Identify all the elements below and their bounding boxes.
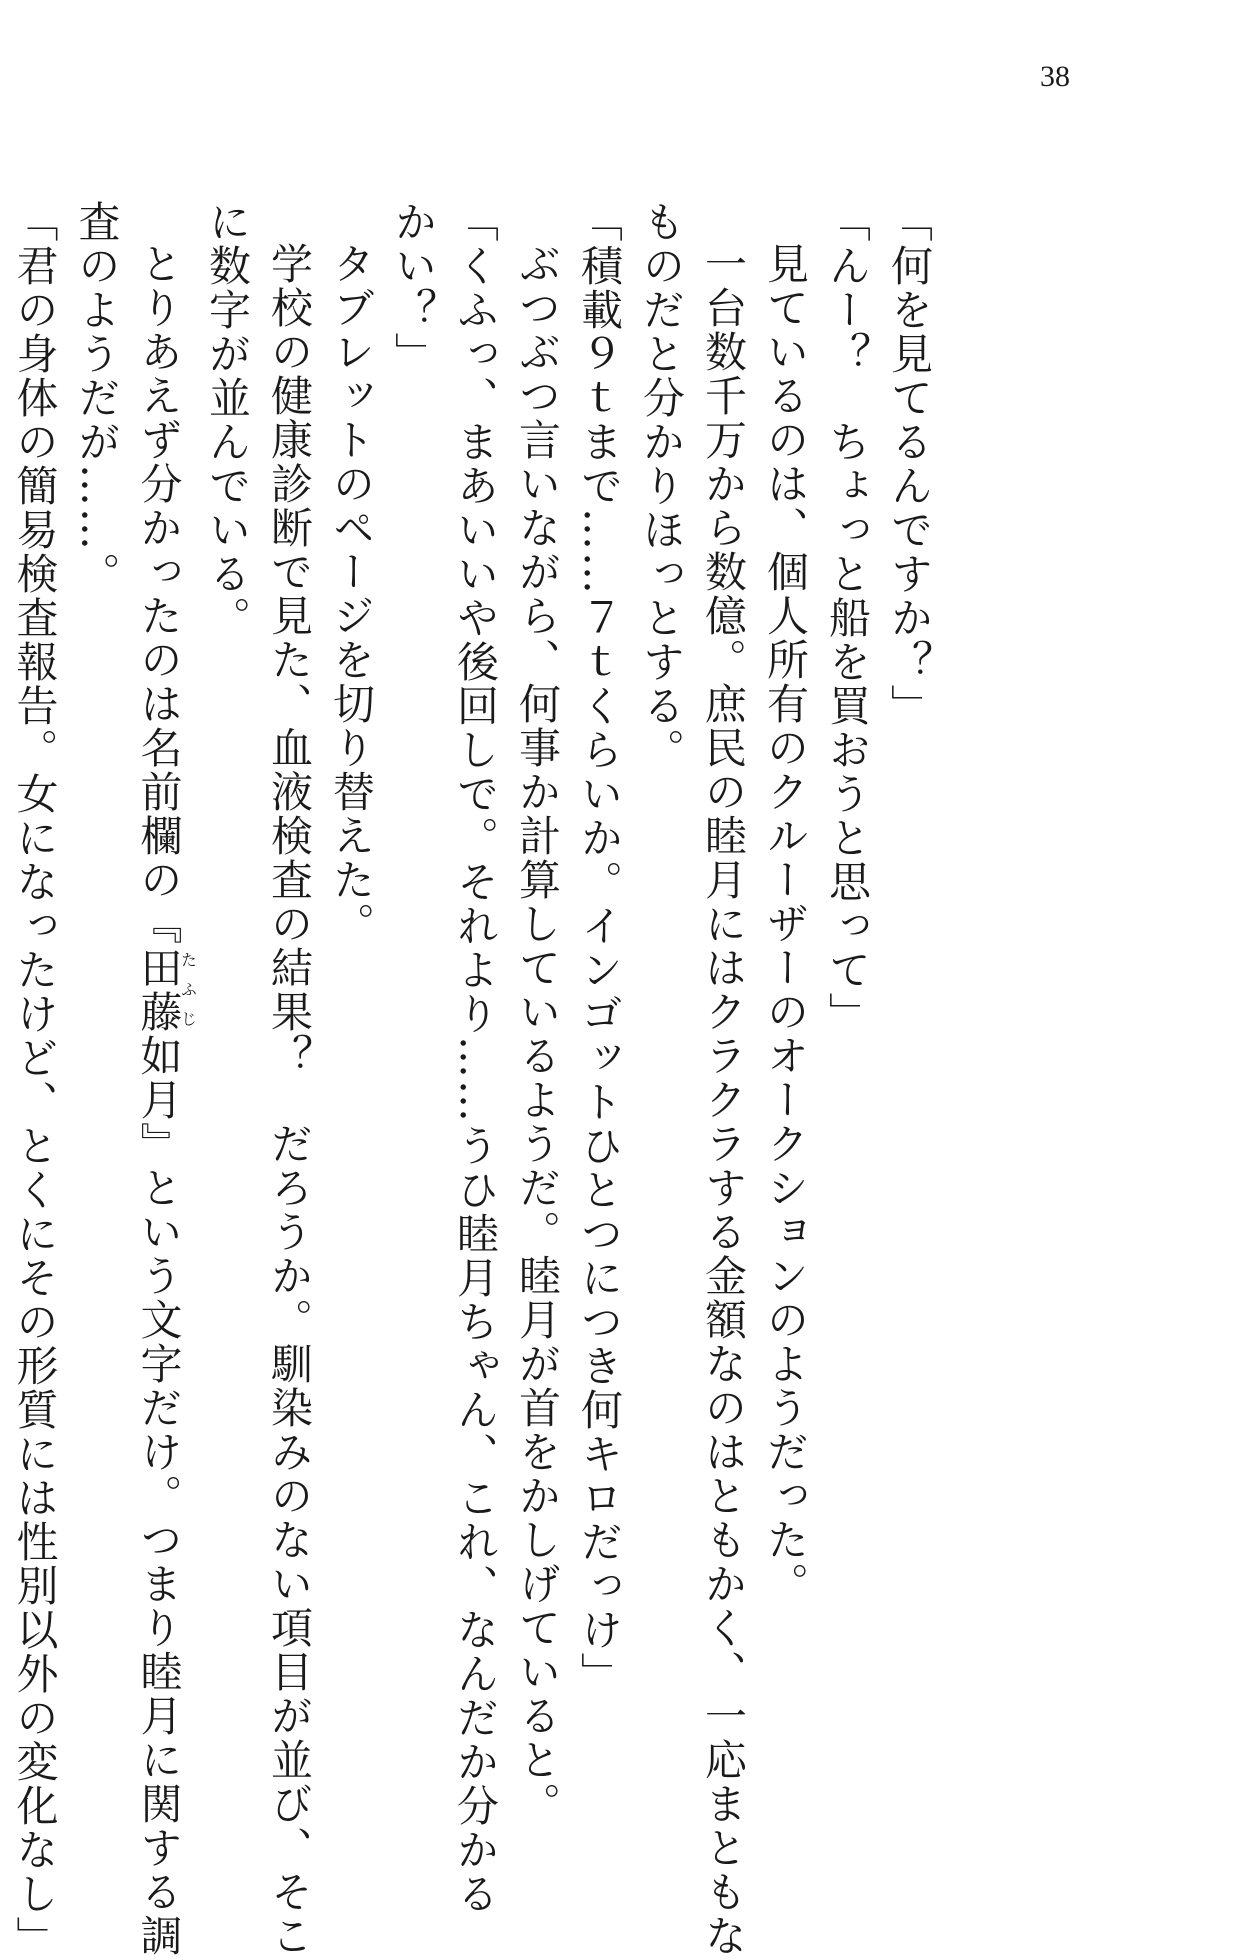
text-line-6: 「積載９ｔまで……７ｔくらいか。インゴットひとつにつき何キロだっけ」 — [575, 200, 624, 1696]
vertical-text-body — [0, 200, 940, 1960]
text-line-7: ぶつぶつ言いながら、何事か計算しているようだ。睦月が首をかしげていると。 — [513, 242, 562, 1826]
text-line-13 — [128, 200, 198, 1958]
name-kanji-1: 田 — [134, 946, 184, 990]
page-number: 38 — [1040, 60, 1070, 93]
text-line-12: に数字が並んでいる。 — [203, 200, 252, 640]
text-line-4: 一台数千万から数億。庶民の睦月にはクラクラする金額なのはともかく、一応まともな — [699, 242, 748, 1958]
name-kanji-3: 如月 — [134, 1034, 184, 1122]
text-line-8: 「くふっ、まあいいや後回しで。それより……うひ睦月ちゃん、これ、なんだか分かる — [451, 200, 500, 1916]
text-line-14: 査のようだが……。 — [72, 200, 122, 596]
text-line-2: 「んー？ ちょっと船を買おうと思って」 — [823, 200, 872, 1036]
text-line-1: 「何を見てるんですか？」 — [885, 200, 934, 728]
text-line-16 — [0, 200, 4, 1580]
name-line-after: 』という文字だけ。つまり睦月に関する調 — [134, 1122, 184, 1958]
text-line-11: 学校の健康診断で見た、血液検査の結果？ だろうか。馴染みのない項目が並び、そこ — [265, 242, 314, 1958]
text-line-10: タブレットのページを切り替えた。 — [327, 242, 376, 946]
text-line-5: ものだと分かりほっとする。 — [637, 200, 686, 772]
text-line-3: 見ているのは、個人所有のクルーザーのオークションのようだった。 — [761, 242, 810, 1606]
name-line-before: とりあえず分かったのは名前欄の『 — [134, 242, 184, 946]
name-kanji-2: 藤 — [134, 990, 184, 1034]
furigana-reading: たふじ — [178, 946, 198, 1034]
text-line-15: 「君の身体の簡易検査報告。女になったけど、とくにその形質には性別以外の変化なし」 — [10, 200, 60, 1960]
furigana-name — [134, 946, 198, 1034]
text-line-9: かい？」 — [389, 200, 438, 376]
